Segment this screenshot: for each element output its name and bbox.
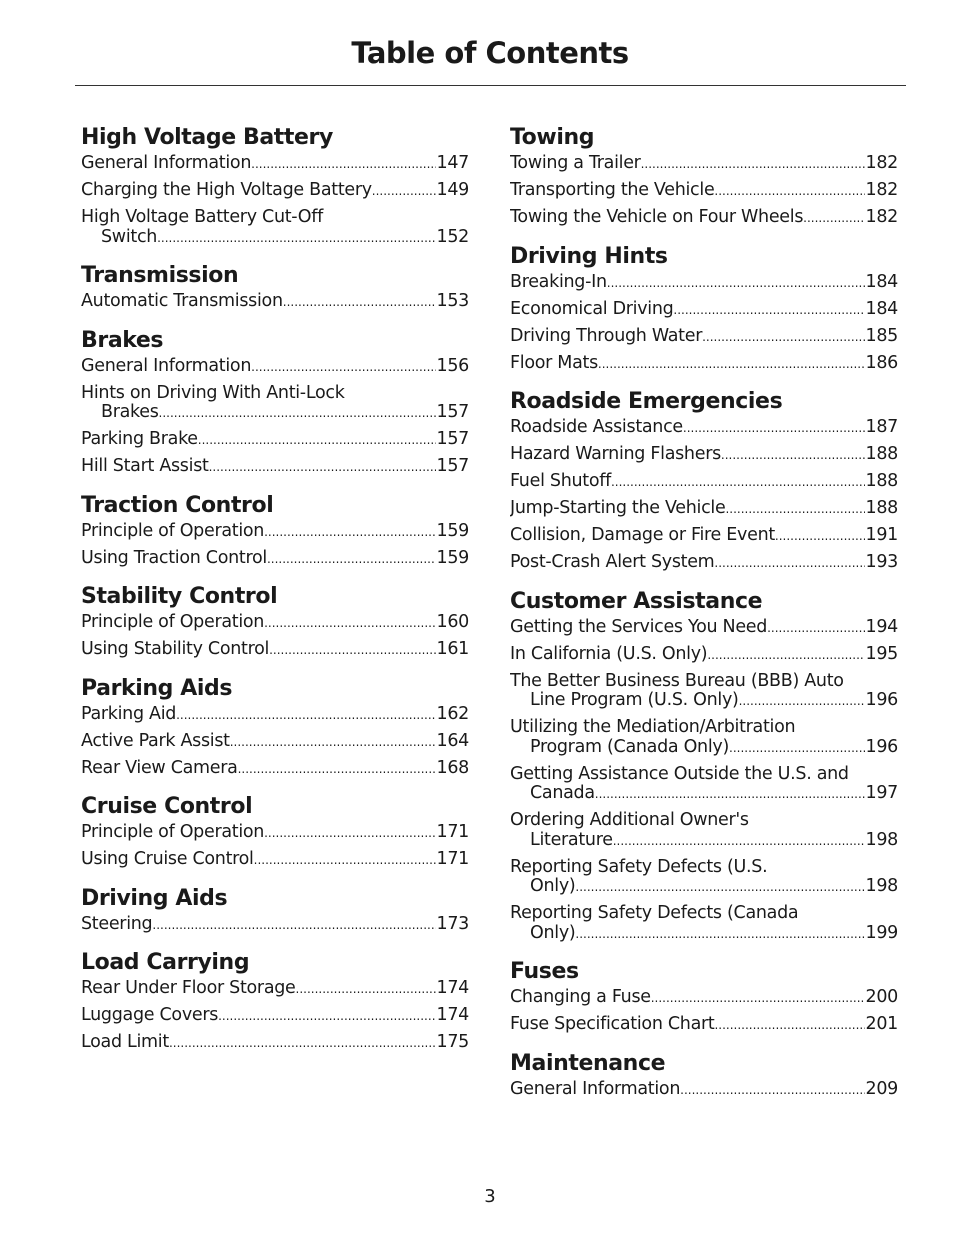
- toc-column-left: [81, 124, 469, 1068]
- section-heading: Fuses: [510, 959, 579, 984]
- toc-entry-link[interactable]: [510, 526, 898, 547]
- toc-entry-line: [81, 357, 469, 378]
- toc-entry-link[interactable]: [81, 1006, 469, 1027]
- toc-entry-link[interactable]: [510, 858, 898, 898]
- toc-entry-page-number: 197: [865, 784, 898, 803]
- toc-entry-title: Changing a Fuse: [510, 988, 651, 1007]
- toc-entry-line: [510, 1015, 898, 1036]
- section-heading: Traction Control: [81, 492, 274, 518]
- toc-entry-title: Towing the Vehicle on Four Wheels: [510, 208, 804, 227]
- toc-entry-line: [81, 457, 469, 478]
- toc-entry-title: Floor Mats: [510, 353, 598, 373]
- toc-entry-line: [510, 672, 898, 692]
- toc-entry-link[interactable]: [81, 640, 469, 661]
- toc-entry-page-number: 184: [865, 272, 898, 292]
- toc-entry-line: [81, 522, 469, 543]
- toc-entry-title: Jump-Starting the Vehicle: [510, 499, 726, 518]
- toc-entry-page-number: 156: [436, 356, 469, 376]
- toc-entry-line-continued: [510, 924, 898, 945]
- dot-leader: [714, 553, 865, 574]
- toc-entry-line: [510, 904, 898, 924]
- toc-entry-page-number: 171: [436, 850, 469, 869]
- toc-entry-title: Hazard Warning Flashers: [510, 445, 721, 464]
- toc-entry-title-continued: Literature: [530, 830, 613, 850]
- toc-entry-title: Collision, Damage or Fire Event: [510, 526, 775, 545]
- toc-entry-line: [510, 445, 898, 466]
- toc-entry-link[interactable]: [81, 384, 469, 424]
- toc-entry-link[interactable]: [81, 208, 469, 248]
- toc-entry-title: Economical Driving: [510, 299, 674, 319]
- dot-leader: [264, 613, 436, 634]
- toc-entry-link[interactable]: [510, 988, 898, 1009]
- toc-entry-link[interactable]: [81, 705, 469, 726]
- dot-leader: [707, 645, 865, 666]
- toc-entry-title: Charging the High Voltage Battery: [81, 181, 372, 200]
- toc-entry-line-continued: [81, 403, 469, 424]
- toc-entry-link[interactable]: [510, 327, 898, 348]
- toc-entry-link[interactable]: [510, 553, 898, 574]
- toc-entry-line: [81, 759, 469, 780]
- dot-leader: [651, 988, 866, 1009]
- dot-leader: [683, 418, 866, 439]
- toc-entry-line: [510, 526, 898, 547]
- toc-entry-link[interactable]: [81, 549, 469, 570]
- dot-leader: [775, 526, 866, 547]
- toc-entry-line-continued: [81, 228, 469, 249]
- toc-section-fuses: [510, 958, 898, 1036]
- dot-leader: [254, 850, 437, 871]
- toc-entry-line: [81, 181, 469, 202]
- toc-entry-line: [81, 292, 469, 313]
- toc-entry-line: [510, 354, 898, 375]
- toc-entry-line: [510, 858, 898, 878]
- toc-entry-link[interactable]: [510, 445, 898, 466]
- toc-section-load-carrying: [81, 949, 469, 1054]
- dot-leader: [230, 732, 437, 753]
- toc-section-transmission: [81, 262, 469, 313]
- toc-entry-page-number: 199: [865, 923, 898, 943]
- page-title: Table of Contents: [351, 36, 629, 70]
- toc-entry-line: [510, 645, 898, 666]
- toc-section-traction-control: [81, 492, 469, 570]
- toc-entry-link[interactable]: [510, 418, 898, 439]
- toc-entry-line: [510, 208, 898, 229]
- toc-entry-page-number: 188: [865, 472, 898, 491]
- toc-entry-page-number: 182: [865, 154, 898, 173]
- toc-entry-title: Hill Start Assist: [81, 457, 209, 476]
- toc-entry-page-number: 159: [436, 521, 469, 541]
- toc-entry-page-number: 188: [865, 499, 898, 518]
- toc-entry-line: [510, 499, 898, 520]
- toc-entry-link[interactable]: [81, 732, 469, 753]
- toc-entry-title: General Information: [81, 154, 252, 173]
- toc-entry-link[interactable]: [81, 457, 469, 478]
- toc-section-maintenance: [510, 1050, 898, 1101]
- dot-leader: [238, 759, 437, 780]
- section-heading: Stability Control: [81, 584, 278, 609]
- toc-entry-page-number: 171: [436, 823, 469, 842]
- toc-entry-title-continued: Program (Canada Only): [530, 737, 729, 757]
- toc-entry-page-number: 184: [865, 299, 898, 319]
- toc-entry-title: High Voltage Battery Cut-Off: [81, 208, 323, 227]
- dot-leader: [611, 472, 866, 493]
- toc-entry-page-number: 149: [436, 181, 469, 200]
- toc-entry-title: Luggage Covers: [81, 1006, 219, 1025]
- toc-entry-title: Using Traction Control: [81, 548, 267, 568]
- dot-leader: [251, 357, 436, 378]
- toc-section-parking-aids: [81, 675, 469, 780]
- section-heading: Customer Assistance: [510, 588, 763, 614]
- toc-entry-link[interactable]: [510, 765, 898, 805]
- section-heading: Maintenance: [510, 1050, 666, 1076]
- toc-entry-title-continued: Switch: [101, 227, 158, 247]
- toc-entry-line: [510, 273, 898, 294]
- toc-entry-title: Getting Assistance Outside the U.S. and: [510, 764, 849, 784]
- toc-entry-title: Fuse Specification Chart: [510, 1015, 715, 1034]
- toc-entry-page-number: 182: [865, 208, 898, 227]
- toc-entry-title: Principle of Operation: [81, 521, 265, 541]
- toc-entry-link[interactable]: [81, 823, 469, 844]
- toc-section-roadside-emergencies: [510, 388, 898, 574]
- toc-entry-link[interactable]: [81, 850, 469, 871]
- toc-entry-page-number: 200: [865, 988, 898, 1007]
- toc-entry-page-number: 152: [436, 227, 469, 247]
- toc-entry-line: [510, 418, 898, 439]
- toc-entry-title-continued: Line Program (U.S. Only): [530, 691, 739, 710]
- toc-section-stability-control: [81, 583, 469, 661]
- toc-entry-title: Roadside Assistance: [510, 418, 683, 437]
- toc-entry-line: [81, 549, 469, 570]
- dot-leader: [641, 154, 866, 175]
- dot-leader: [714, 1015, 865, 1036]
- section-heading: Roadside Emergencies: [510, 389, 783, 414]
- toc-entry-line: [81, 640, 469, 661]
- toc-entry-page-number: 157: [436, 403, 469, 422]
- section-heading: Brakes: [81, 327, 164, 353]
- toc-entry-link[interactable]: [81, 357, 469, 378]
- section-heading: Towing: [510, 125, 595, 150]
- toc-entry-title: Principle of Operation: [81, 613, 265, 632]
- dot-leader: [264, 522, 436, 543]
- toc-entry-title: In California (U.S. Only): [510, 644, 708, 664]
- toc-entry-title: Fuel Shutoff: [510, 472, 611, 491]
- toc-entry-link[interactable]: [510, 354, 898, 375]
- toc-entry-link[interactable]: [510, 208, 898, 229]
- toc-entry-title: Active Park Assist: [81, 731, 230, 751]
- section-heading: Driving Aids: [81, 885, 228, 911]
- toc-entry-link[interactable]: [510, 300, 898, 321]
- dot-leader: [198, 430, 437, 451]
- toc-entry-page-number: 198: [865, 830, 898, 850]
- toc-entry-line: [81, 823, 469, 844]
- dot-leader: [209, 457, 437, 478]
- dot-leader: [803, 208, 865, 229]
- section-heading: Driving Hints: [510, 243, 668, 269]
- toc-entry-link[interactable]: [510, 672, 898, 712]
- toc-entry-link[interactable]: [510, 154, 898, 175]
- dot-leader: [157, 228, 436, 249]
- dot-leader: [680, 1080, 865, 1101]
- toc-entry-page-number: 173: [436, 914, 469, 934]
- dot-leader: [725, 499, 865, 520]
- toc-entry-title: Transporting the Vehicle: [510, 181, 715, 200]
- toc-entry-title: Hints on Driving With Anti-Lock: [81, 383, 345, 403]
- toc-entry-line: [81, 979, 469, 1000]
- dot-leader: [598, 354, 866, 375]
- toc-entry-title: Getting the Services You Need: [510, 617, 768, 637]
- toc-entry-link[interactable]: [510, 472, 898, 493]
- toc-entry-title: Automatic Transmission: [81, 292, 283, 311]
- toc-entry-page-number: 188: [865, 445, 898, 464]
- toc-entry-page-number: 147: [436, 154, 469, 173]
- dot-leader: [702, 327, 865, 348]
- toc-entry-page-number: 153: [436, 292, 469, 311]
- toc-entry-title: Ordering Additional Owner's: [510, 811, 749, 830]
- toc-entry-title: Steering: [81, 914, 153, 934]
- dot-leader: [269, 640, 436, 661]
- toc-entry-line-continued: [510, 691, 898, 712]
- toc-entry-line-continued: [510, 738, 898, 759]
- toc-entry-page-number: 186: [865, 353, 898, 373]
- toc-entry-line: [510, 154, 898, 175]
- toc-entry-title: Using Cruise Control: [81, 850, 254, 869]
- toc-entry-link[interactable]: [81, 915, 469, 936]
- page-number: 3: [484, 1186, 496, 1207]
- toc-entry-line: [510, 811, 898, 831]
- toc-entry-page-number: 168: [436, 758, 469, 778]
- toc-entry-link[interactable]: [81, 759, 469, 780]
- toc-entry-line: [510, 472, 898, 493]
- toc-entry-title: Load Limit: [81, 1033, 169, 1052]
- toc-entry-link[interactable]: [81, 181, 469, 202]
- toc-entry-line: [510, 553, 898, 574]
- toc-entry-page-number: 195: [865, 644, 898, 664]
- toc-entry-page-number: 161: [436, 640, 469, 659]
- toc-entry-title: Principle of Operation: [81, 823, 265, 842]
- toc-entry-page-number: 198: [865, 877, 898, 896]
- dot-leader: [251, 154, 436, 175]
- toc-entry-link[interactable]: [81, 522, 469, 543]
- dot-leader: [595, 784, 866, 805]
- toc-entry-title: Rear View Camera: [81, 758, 238, 778]
- toc-section-customer-assistance: [510, 588, 898, 945]
- toc-entry-link[interactable]: [510, 718, 898, 758]
- toc-entry-title: Driving Through Water: [510, 326, 703, 346]
- toc-entry-title: Utilizing the Mediation/Arbitration: [510, 718, 796, 737]
- toc-entry-link[interactable]: [510, 181, 898, 202]
- toc-entry-page-number: 160: [436, 613, 469, 632]
- toc-section-cruise-control: [81, 793, 469, 871]
- toc-entry-line: [510, 300, 898, 321]
- toc-entry-link[interactable]: [81, 154, 469, 175]
- section-heading: Transmission: [81, 263, 239, 288]
- section-heading: Parking Aids: [81, 675, 233, 701]
- toc-entry-line: [81, 732, 469, 753]
- dot-leader: [739, 691, 866, 712]
- toc-entry-title: Towing a Trailer: [510, 154, 641, 173]
- toc-entry-line: [81, 1033, 469, 1054]
- dot-leader: [152, 915, 436, 936]
- section-heading: Cruise Control: [81, 794, 253, 819]
- dot-leader: [283, 292, 437, 313]
- toc-entry-page-number: 159: [436, 548, 469, 568]
- toc-entry-page-number: 209: [865, 1079, 898, 1099]
- toc-entry-page-number: 194: [865, 617, 898, 637]
- toc-entry-line-continued: [510, 831, 898, 852]
- toc-entry-line: [81, 384, 469, 404]
- toc-entry-line: [510, 1080, 898, 1101]
- toc-entry-title: The Better Business Bureau (BBB) Auto: [510, 671, 844, 691]
- toc-entry-page-number: 162: [436, 704, 469, 724]
- toc-entry-line: [510, 181, 898, 202]
- dot-leader: [613, 831, 866, 852]
- dot-leader: [721, 445, 866, 466]
- toc-entry-link[interactable]: [81, 1033, 469, 1054]
- toc-entry-page-number: 157: [436, 457, 469, 476]
- title-divider: [75, 85, 906, 86]
- toc-entry-title-continued: Only): [530, 877, 576, 896]
- toc-entry-line: [81, 208, 469, 228]
- toc-entry-page-number: 174: [436, 1006, 469, 1025]
- toc-entry-line: [510, 988, 898, 1009]
- toc-entry-title: Using Stability Control: [81, 640, 270, 659]
- toc-entry-title: Reporting Safety Defects (Canada: [510, 904, 799, 923]
- toc-entry-line: [81, 850, 469, 871]
- toc-entry-line: [81, 430, 469, 451]
- toc-entry-line-continued: [510, 877, 898, 898]
- toc-entry-line-continued: [510, 784, 898, 805]
- toc-entry-title-continued: Canada: [530, 784, 595, 803]
- toc-entry-title: Parking Brake: [81, 430, 198, 449]
- toc-entry-title: Reporting Safety Defects (U.S.: [510, 857, 768, 877]
- toc-entry-page-number: 175: [436, 1033, 469, 1052]
- toc-section-driving-aids: [81, 885, 469, 936]
- toc-entry-link[interactable]: [510, 811, 898, 851]
- toc-entry-link[interactable]: [510, 904, 898, 944]
- toc-section-driving-hints: [510, 243, 898, 375]
- dot-leader: [673, 300, 865, 321]
- toc-section-towing: [510, 124, 898, 229]
- toc-entry-title: Parking Aid: [81, 704, 177, 724]
- toc-entry-page-number: 182: [865, 181, 898, 200]
- toc-entry-page-number: 157: [436, 430, 469, 449]
- toc-entry-line: [81, 1006, 469, 1027]
- toc-entry-page-number: 201: [865, 1015, 898, 1034]
- dot-leader: [372, 181, 437, 202]
- dot-leader: [729, 738, 865, 759]
- section-heading: High Voltage Battery: [81, 125, 333, 150]
- toc-entry-link[interactable]: [81, 613, 469, 634]
- dot-leader: [575, 877, 865, 898]
- toc-entry-title: Rear Under Floor Storage: [81, 979, 296, 998]
- toc-entry-line: [510, 618, 898, 639]
- toc-section-brakes: [81, 327, 469, 478]
- toc-entry-title: General Information: [510, 1079, 681, 1099]
- section-heading: Load Carrying: [81, 950, 250, 975]
- toc-entry-page-number: 193: [865, 553, 898, 572]
- toc-entry-line: [81, 613, 469, 634]
- toc-entry-link[interactable]: [81, 979, 469, 1000]
- toc-entry-page-number: 196: [865, 737, 898, 757]
- toc-entry-page-number: 196: [865, 691, 898, 710]
- toc-entry-link[interactable]: [510, 499, 898, 520]
- toc-entry-line: [510, 327, 898, 348]
- toc-entry-link[interactable]: [81, 292, 469, 313]
- toc-entry-title: Breaking-In: [510, 272, 607, 292]
- toc-entry-line: [510, 718, 898, 738]
- toc-entry-title-continued: Brakes: [101, 403, 159, 422]
- dot-leader: [218, 1006, 436, 1027]
- dot-leader: [296, 979, 437, 1000]
- toc-entry-link[interactable]: [81, 430, 469, 451]
- dot-leader: [714, 181, 865, 202]
- dot-leader: [607, 273, 866, 294]
- toc-entry-link[interactable]: [510, 1015, 898, 1036]
- toc-entry-link[interactable]: [510, 1080, 898, 1101]
- dot-leader: [767, 618, 865, 639]
- toc-entry-line: [81, 154, 469, 175]
- toc-column-right: [510, 124, 898, 1114]
- toc-entry-page-number: 174: [436, 979, 469, 998]
- toc-entry-page-number: 164: [436, 731, 469, 751]
- toc-entry-link[interactable]: [510, 645, 898, 666]
- toc-entry-title: General Information: [81, 356, 252, 376]
- toc-entry-title: Post-Crash Alert System: [510, 553, 715, 572]
- toc-entry-link[interactable]: [510, 618, 898, 639]
- toc-entry-line: [81, 915, 469, 936]
- toc-entry-page-number: 187: [865, 418, 898, 437]
- dot-leader: [575, 924, 865, 945]
- toc-entry-line: [510, 765, 898, 785]
- dot-leader: [169, 1033, 437, 1054]
- toc-entry-line: [81, 705, 469, 726]
- toc-entry-link[interactable]: [510, 273, 898, 294]
- toc-entry-page-number: 185: [865, 326, 898, 346]
- toc-section-high-voltage-battery: [81, 124, 469, 248]
- dot-leader: [264, 823, 436, 844]
- dot-leader: [159, 403, 437, 424]
- dot-leader: [176, 705, 436, 726]
- dot-leader: [267, 549, 437, 570]
- toc-entry-page-number: 191: [865, 526, 898, 545]
- toc-entry-title-continued: Only): [530, 923, 576, 943]
